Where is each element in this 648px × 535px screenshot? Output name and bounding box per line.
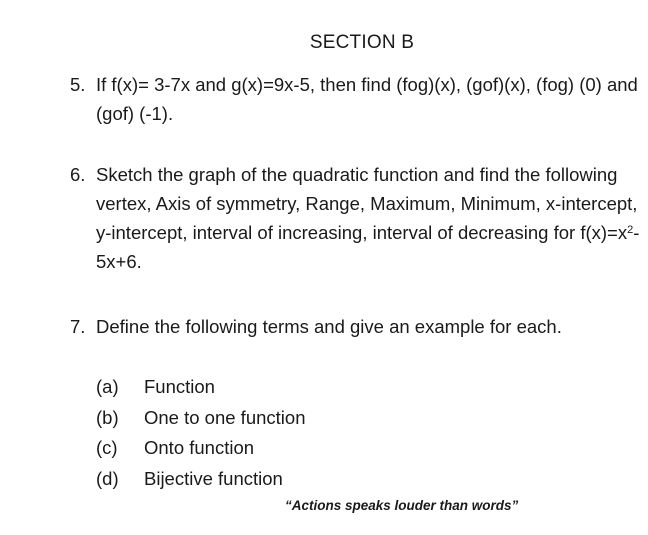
list-item-term: Function — [144, 376, 215, 397]
question-number: 5. — [70, 74, 86, 95]
question-text: Define the following terms and give an example for each. — [96, 316, 562, 337]
list-item-label: (d) — [96, 467, 119, 489]
list-item-term: Bijective function — [144, 467, 283, 489]
question-6 — [70, 160, 640, 276]
question-text — [96, 160, 640, 276]
question-text: If f(x)= 3-7x and g(x)=9x-5, then find (fog)(x), (gof)(x), (fog) (0) and (gof) (-1). — [96, 74, 638, 124]
question-7 — [70, 312, 640, 341]
list-item-label: (b) — [96, 406, 119, 428]
question-text-tail: -5x+6. — [96, 222, 640, 272]
list-item-term: One to one function — [144, 406, 306, 428]
list-item-label: (c) — [96, 437, 118, 458]
exponent: 2 — [627, 224, 634, 236]
motivational-quote: “Actions speaks louder than words” — [285, 498, 519, 513]
question-number: 6. — [70, 164, 86, 185]
question-number: 7. — [70, 316, 86, 337]
section-title: SECTION B — [309, 32, 415, 53]
question-text-main: Sketch the graph of the quadratic function and find the following vertex, Axis of symmetry, Range, Maximum, Minimum, x-intercept, y-intercept, interval of increasing, interval of decreasing for f(x)=x — [96, 164, 638, 243]
list-item-label: (a) — [96, 376, 119, 397]
list-item-term: Onto function — [144, 437, 255, 458]
question-5 — [70, 70, 640, 128]
